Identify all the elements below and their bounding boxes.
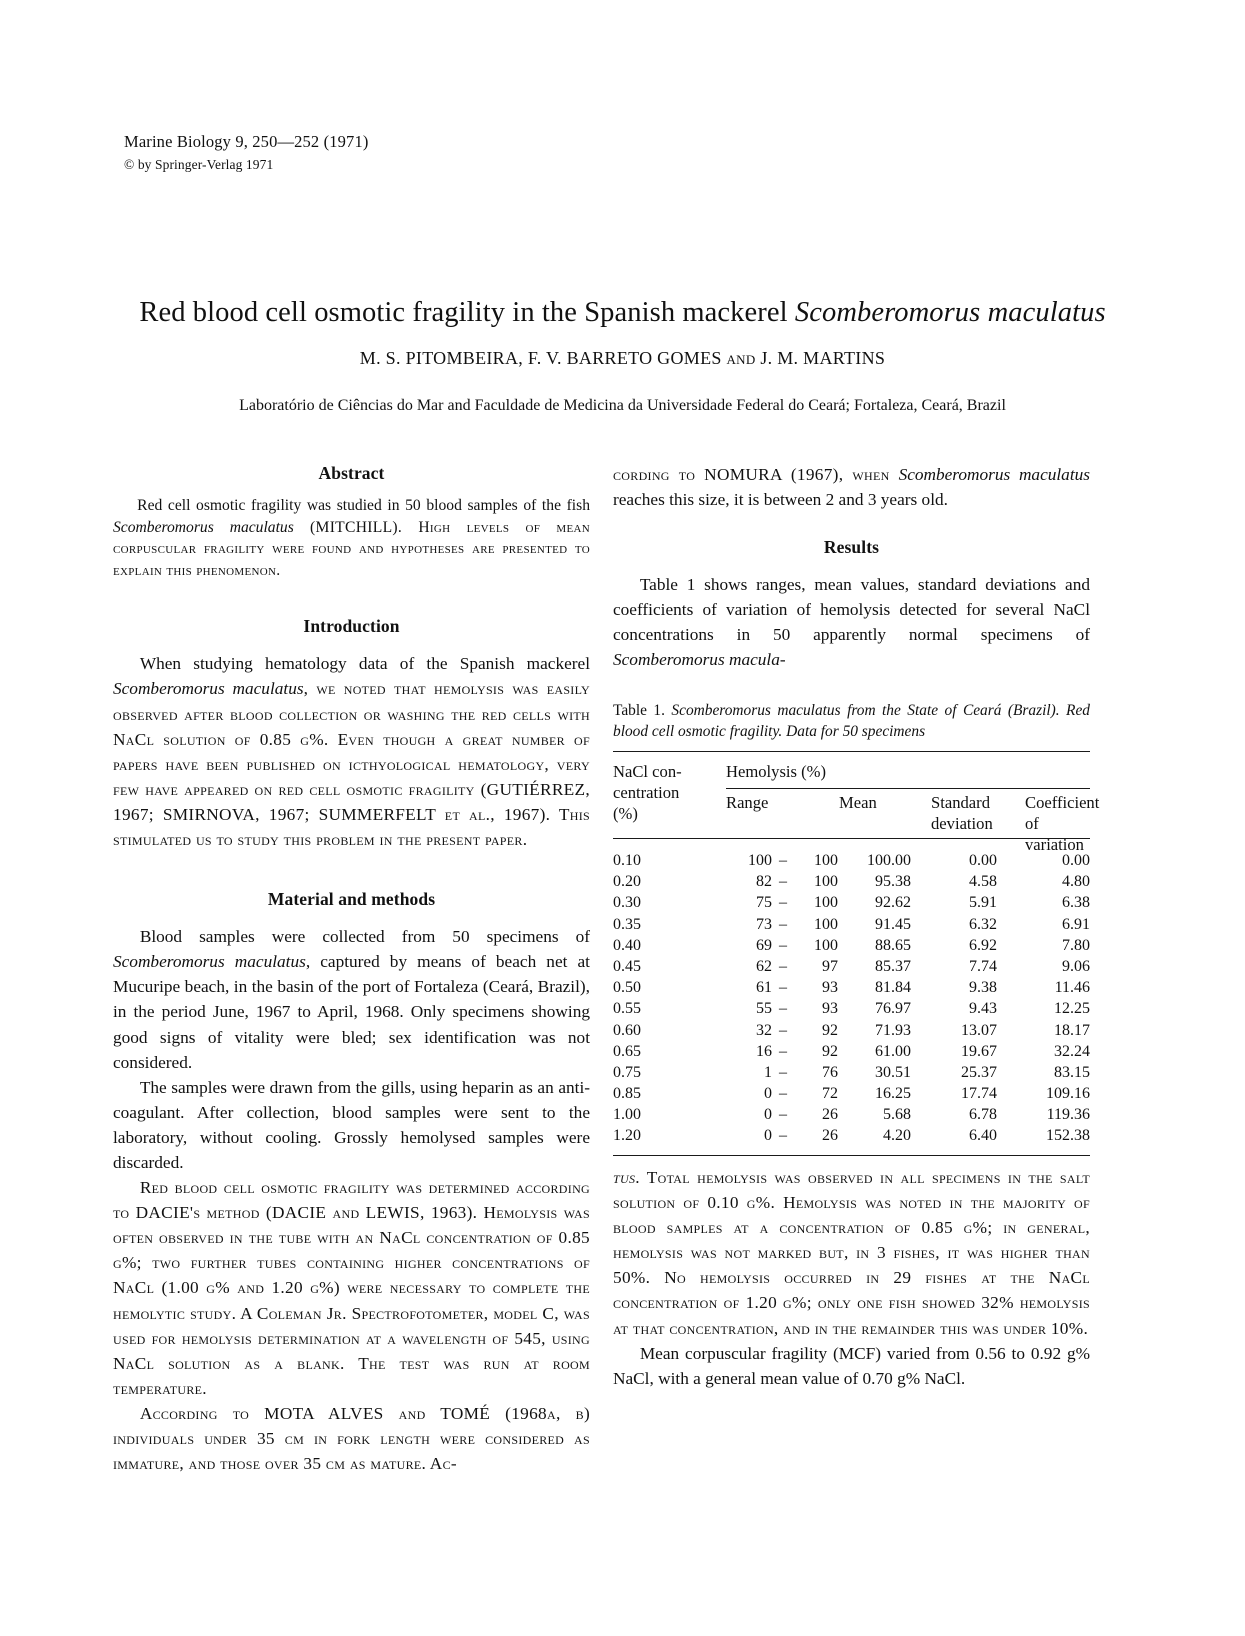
table-row xyxy=(613,1127,1090,1148)
results-heading: Results xyxy=(823,537,880,558)
cell-standard-deviation: 6.78 xyxy=(969,1106,997,1124)
cell-coefficient-of-variation: 6.91 xyxy=(1062,915,1090,933)
cell-standard-deviation: 4.58 xyxy=(969,873,997,891)
cell-nacl-concentration: 0.60 xyxy=(613,1021,641,1039)
cell-range-high: 72 xyxy=(822,1085,838,1103)
cell-range-dash: – xyxy=(779,979,787,997)
table-caption-text: Scomberomorus maculatus from the State of Ceará (Brazil). Red blood cell osmotic fragility. Data for 50 specimens xyxy=(613,702,1090,740)
cell-range-high: 92 xyxy=(822,1021,838,1039)
affiliation: Laboratório de Ciências do Mar and Faculdade de Medicina da Universidade Federal do Ceará; Fortaleza, Ceará, Brazil xyxy=(239,397,1006,414)
table-row xyxy=(613,916,1090,937)
cell-coefficient-of-variation: 6.38 xyxy=(1062,894,1090,912)
right-column-lower xyxy=(613,1165,1090,1391)
cell-nacl-concentration: 0.20 xyxy=(613,873,641,891)
cell-nacl-concentration: 0.35 xyxy=(613,915,641,933)
table-row xyxy=(613,1000,1090,1021)
cell-range-high: 93 xyxy=(822,979,838,997)
results-paragraph-2-text: . Total hemolysis was observed in all specimens in the salt solution of 0.10 g%. Hemolysis was noted in the majority of blood samples at a concentration of 0.85 g%; in general, hemolysis was not marked but, in 3 fishes, it was higher than 50%. No hemolysis occurred in 29 fishes at the NaCl concentration of 1.20 g%; only one fish showed 32% hemolysis at that concentration, and in the remainder this was under 10%. xyxy=(613,1168,1090,1338)
cell-mean: 61.00 xyxy=(875,1042,911,1060)
cell-range-low: 0 xyxy=(764,1106,772,1124)
cell-range-dash: – xyxy=(779,936,787,954)
cell-nacl-concentration: 0.10 xyxy=(613,852,641,869)
cell-mean: 100.00 xyxy=(867,852,911,869)
cell-nacl-concentration: 0.40 xyxy=(613,936,641,954)
journal-citation: Marine Biology 9, 250—252 (1971) xyxy=(124,132,369,151)
cell-mean: 4.20 xyxy=(883,1127,911,1145)
cell-mean: 95.38 xyxy=(875,873,911,891)
cell-range-high: 100 xyxy=(814,852,838,869)
cell-range-high: 100 xyxy=(814,894,838,912)
header-range: Range xyxy=(726,793,769,812)
table-header xyxy=(613,752,1100,855)
methods-text-a: Blood samples were collected from 50 specimens of xyxy=(139,927,590,947)
cell-nacl-concentration: 0.55 xyxy=(613,1000,641,1018)
cell-range-high: 100 xyxy=(814,936,838,954)
results-paragraph-3: Mean corpuscular fragility (MCF) varied from 0.56 to 0.92 g% NaCl, with a general mean value of 0.70 g% NaCl. xyxy=(613,1343,1090,1388)
cell-mean: 30.51 xyxy=(875,1063,911,1081)
results-text-a: Table 1 shows ranges, mean values, standard deviations and coefficients of variation of hemolysis detected for several NaCl concentrations in 50 apparently normal specimens of xyxy=(613,575,1090,645)
table-caption xyxy=(613,700,1090,742)
cell-coefficient-of-variation: 152.38 xyxy=(1046,1127,1090,1145)
cell-mean: 5.68 xyxy=(883,1106,911,1124)
cell-standard-deviation: 13.07 xyxy=(961,1021,997,1039)
table-row xyxy=(613,937,1090,958)
header-mean: Mean xyxy=(839,793,877,812)
cell-range-low: 100 xyxy=(748,852,772,869)
methods-paragraph-4: According to MOTA ALVES and TOMÉ (1968a, b) individuals under 35 cm in fork length were considered as immature, and those over 35 cm as mature. Ac- xyxy=(113,1403,590,1474)
introduction-species-name: Scomberomorus maculatus xyxy=(113,679,304,699)
cell-coefficient-of-variation: 12.25 xyxy=(1054,1000,1090,1018)
header-nacl-line2: centration xyxy=(613,783,680,803)
continuation-paragraph xyxy=(613,462,1090,512)
continuation-species-name: Scomberomorus maculatus xyxy=(898,465,1090,484)
cell-range-low: 0 xyxy=(764,1085,772,1103)
table-caption-label: Table 1. xyxy=(613,702,672,719)
table-row xyxy=(613,852,1090,873)
introduction-text-b: , we noted that hemolysis was easily observed after blood collection or washing the red cells with NaCl solution of 0.85 g%. Even though a great number of papers have been published on icthyological hematology, very few have appeared on red cell osmotic fragility (GUTIÉRREZ, 1967; SMIRNOVA, 1967; SUMMERFELT et al., 1967). This stimulated us to study this problem in the present paper. xyxy=(113,679,590,850)
cell-coefficient-of-variation: 4.80 xyxy=(1062,873,1090,891)
cell-standard-deviation: 6.40 xyxy=(969,1127,997,1145)
cell-range-low: 61 xyxy=(756,979,772,997)
cell-standard-deviation: 9.38 xyxy=(969,979,997,997)
abstract-heading: Abstract xyxy=(318,463,385,483)
cell-range-dash: – xyxy=(779,852,787,869)
cell-coefficient-of-variation: 83.15 xyxy=(1054,1063,1090,1081)
table-rule-subheader xyxy=(726,788,1090,789)
header-sd-line2: deviation xyxy=(931,814,993,834)
table-row xyxy=(613,979,1090,1000)
title-species-name: Scomberomorus maculatus xyxy=(794,297,1106,329)
running-head xyxy=(124,130,644,176)
cell-range-high: 97 xyxy=(822,957,838,975)
cell-coefficient-of-variation: 119.36 xyxy=(1046,1106,1090,1124)
cell-mean: 81.84 xyxy=(875,979,911,997)
cell-range-low: 82 xyxy=(756,873,772,891)
methods-heading: Material and methods xyxy=(267,889,436,910)
author-list: M. S. PITOMBEIRA, F. V. BARRETO GOMES and J. M. MARTINS xyxy=(359,348,886,368)
continuation-text-b: reaches this size, it is between 2 and 3 years old. xyxy=(613,490,948,510)
header-nacl-concentration xyxy=(613,761,725,825)
table-1 xyxy=(613,700,1100,1156)
continuation-text-a: cording to NOMURA (1967), when xyxy=(613,465,899,484)
cell-standard-deviation: 25.37 xyxy=(961,1063,997,1081)
table-row xyxy=(613,873,1090,894)
abstract-text-b: (MITCHILL). High levels of mean corpuscular fragility were found and hypotheses are presented to explain this phenomenon. xyxy=(113,518,590,579)
cell-mean: 71.93 xyxy=(875,1021,911,1039)
table-row xyxy=(613,1064,1090,1085)
cell-nacl-concentration: 0.50 xyxy=(613,979,641,997)
cell-coefficient-of-variation: 109.16 xyxy=(1046,1085,1090,1103)
header-standard-deviation xyxy=(931,792,993,834)
results-paragraph-2 xyxy=(613,1165,1090,1341)
cell-range-low: 73 xyxy=(756,915,772,933)
cell-standard-deviation: 0.00 xyxy=(969,852,997,869)
cell-mean: 92.62 xyxy=(875,894,911,912)
abstract-body xyxy=(113,495,590,581)
results-species-continuation: tus xyxy=(613,1168,636,1187)
cell-nacl-concentration: 0.75 xyxy=(613,1063,641,1081)
cell-coefficient-of-variation: 11.46 xyxy=(1054,979,1090,997)
cell-standard-deviation: 6.32 xyxy=(969,915,997,933)
cell-range-low: 69 xyxy=(756,936,772,954)
table-row xyxy=(613,1043,1090,1064)
table-row xyxy=(613,1106,1090,1127)
cell-range-low: 1 xyxy=(764,1063,772,1081)
header-nacl-line3: (%) xyxy=(613,804,638,824)
cell-mean: 16.25 xyxy=(875,1085,911,1103)
cell-range-high: 100 xyxy=(814,915,838,933)
table-rule-bottom xyxy=(613,1155,1090,1156)
results-paragraph-1 xyxy=(613,572,1090,672)
methods-species-name: Scomberomorus maculatus xyxy=(113,952,306,972)
cell-range-dash: – xyxy=(779,1085,787,1103)
table-row xyxy=(613,958,1090,979)
table-body xyxy=(613,839,1090,1149)
methods-paragraph-1 xyxy=(113,924,590,1075)
header-cv-line2: of variation xyxy=(1025,814,1084,855)
table-row xyxy=(613,1085,1090,1106)
cell-nacl-concentration: 0.45 xyxy=(613,957,641,975)
introduction-heading: Introduction xyxy=(303,616,400,637)
page-title xyxy=(0,295,1245,331)
cell-range-dash: – xyxy=(779,1021,787,1039)
cell-standard-deviation: 5.91 xyxy=(969,894,997,912)
abstract-paragraph xyxy=(113,495,590,581)
cell-range-low: 32 xyxy=(756,1021,772,1039)
cell-range-high: 26 xyxy=(822,1127,838,1145)
header-cv-line1: Coefficient xyxy=(1025,793,1100,812)
cell-range-dash: – xyxy=(779,1042,787,1060)
cell-coefficient-of-variation: 18.17 xyxy=(1054,1021,1090,1039)
cell-range-high: 76 xyxy=(822,1063,838,1081)
cell-range-dash: – xyxy=(779,915,787,933)
cell-range-dash: – xyxy=(779,873,787,891)
header-hemolysis-group: Hemolysis (%) xyxy=(726,762,827,781)
cell-range-dash: – xyxy=(779,957,787,975)
cell-range-high: 93 xyxy=(822,1000,838,1018)
copyright-line: © by Springer-Verlag 1971 xyxy=(124,157,274,172)
table-row xyxy=(613,894,1090,915)
methods-paragraph-2: The samples were drawn from the gills, using heparin as an anti-coagulant. After collection, blood samples were sent to the laboratory, without cooling. Grossly hemolysed samples were discarded. xyxy=(113,1077,590,1172)
cell-mean: 88.65 xyxy=(875,936,911,954)
abstract-text-a: Red cell osmotic fragility was studied in 50 blood samples of the fish xyxy=(137,497,590,514)
cell-range-dash: – xyxy=(779,1000,787,1018)
cell-range-dash: – xyxy=(779,1106,787,1124)
cell-mean: 91.45 xyxy=(875,915,911,933)
cell-coefficient-of-variation: 32.24 xyxy=(1054,1042,1090,1060)
cell-standard-deviation: 19.67 xyxy=(961,1042,997,1060)
cell-range-low: 55 xyxy=(756,1000,772,1018)
cell-nacl-concentration: 1.00 xyxy=(613,1106,641,1124)
methods-paragraph-3: Red blood cell osmotic fragility was determined according to DACIE's method (DACIE and LEWIS, 1963). Hemolysis was often observed in the tube with an NaCl concentration of 0.85 g%; two further tubes containing higher concentrations of NaCl (1.00 g% and 1.20 g%) were necessary to complete the hemolytic study. A Coleman Jr. Spectrofotometer, model C, was used for hemolysis determination at a wavelength of 545, using NaCl solution as a blank. The test was run at room temperature. xyxy=(113,1178,590,1398)
cell-range-dash: – xyxy=(779,1063,787,1081)
cell-standard-deviation: 6.92 xyxy=(969,936,997,954)
cell-range-high: 26 xyxy=(822,1106,838,1124)
left-column xyxy=(113,462,590,1476)
cell-nacl-concentration: 1.20 xyxy=(613,1127,641,1145)
table-row xyxy=(613,1022,1090,1043)
right-column-upper xyxy=(613,462,1090,673)
cell-nacl-concentration: 0.30 xyxy=(613,894,641,912)
abstract-species-name: Scomberomorus maculatus xyxy=(113,518,294,536)
cell-range-low: 75 xyxy=(756,894,772,912)
cell-nacl-concentration: 0.65 xyxy=(613,1042,641,1060)
cell-range-low: 16 xyxy=(756,1042,772,1060)
cell-range-dash: – xyxy=(779,1127,787,1145)
cell-range-high: 100 xyxy=(814,873,838,891)
cell-range-high: 92 xyxy=(822,1042,838,1060)
cell-nacl-concentration: 0.85 xyxy=(613,1085,641,1103)
cell-coefficient-of-variation: 0.00 xyxy=(1062,852,1090,869)
header-nacl-line1: NaCl con- xyxy=(613,762,682,781)
cell-standard-deviation: 17.74 xyxy=(961,1085,997,1103)
title-text: Red blood cell osmotic fragility in the Spanish mackerel xyxy=(139,297,795,329)
cell-mean: 76.97 xyxy=(875,1000,911,1018)
introduction-paragraph xyxy=(113,651,590,852)
cell-range-low: 62 xyxy=(756,957,772,975)
introduction-text-a: When studying hematology data of the Spanish mackerel xyxy=(139,654,590,674)
cell-standard-deviation: 7.74 xyxy=(969,957,997,975)
cell-standard-deviation: 9.43 xyxy=(969,1000,997,1018)
cell-range-dash: – xyxy=(779,894,787,912)
cell-range-low: 0 xyxy=(764,1127,772,1145)
methods-text-b: , captured by means of beach net at Mucuripe beach, in the basin of the port of Fortaleza (Ceará, Brazil), in the period June, 1967 to April, 1968. Only specimens showing good signs of vitality were bled; sex identification was not considered. xyxy=(113,952,590,1072)
cell-coefficient-of-variation: 7.80 xyxy=(1062,936,1090,954)
header-sd-line1: Standard xyxy=(931,793,990,812)
cell-mean: 85.37 xyxy=(875,957,911,975)
results-species-name: Scomberomorus macula- xyxy=(613,650,786,670)
cell-coefficient-of-variation: 9.06 xyxy=(1062,957,1090,975)
